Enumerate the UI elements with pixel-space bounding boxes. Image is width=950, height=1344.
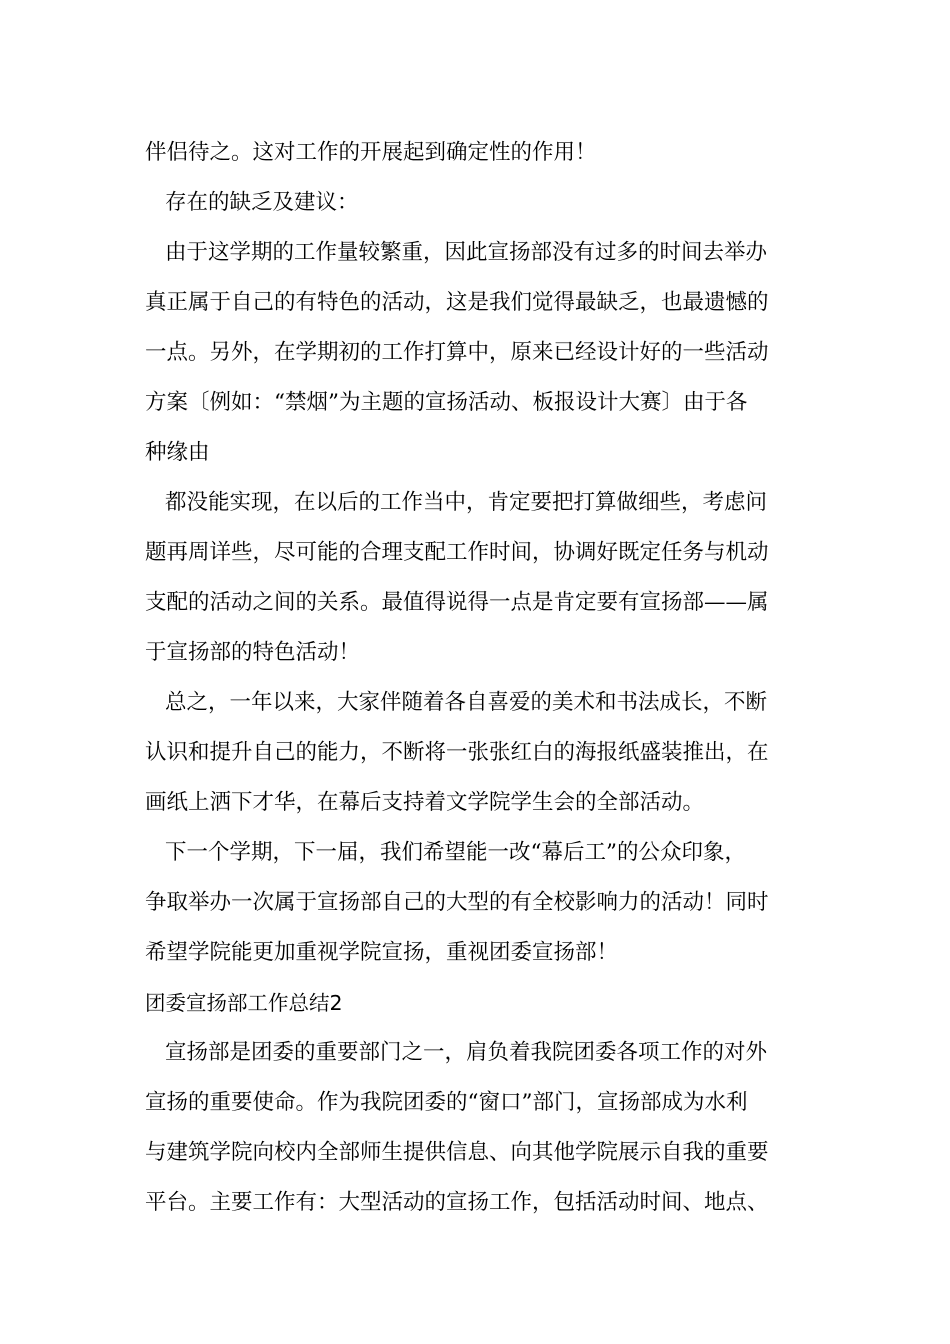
paragraph-line: 宣扬的重要使命。作为我院团委的“窗口”部门，宣扬部成为水利 xyxy=(145,1090,748,1115)
paragraph-line: 伴侣待之。这对工作的开展起到确定性的作用！ xyxy=(145,140,597,165)
paragraph-line: 方案〔例如：“禁烟”为主题的宣扬活动、板报设计大赛〕由于各 xyxy=(145,390,748,415)
paragraph-line: 宣扬部是团委的重要部门之一，肩负着我院团委各项工作的对外 xyxy=(165,1040,768,1065)
paragraph-line: 希望学院能更加重视学院宣扬，重视团委宣扬部！ xyxy=(145,940,619,965)
paragraph-line: 下一个学期，下一届，我们希望能一改“幕后工”的公众印象， xyxy=(165,840,746,865)
paragraph-line: 种缘由 xyxy=(145,440,210,465)
paragraph-line: 总之，一年以来，大家伴随着各自喜爱的美术和书法成长，不断 xyxy=(165,690,768,715)
paragraph-line: 真正属于自己的有特色的活动，这是我们觉得最缺乏，也最遗憾的 xyxy=(145,290,769,315)
paragraph-line: 于宣扬部的特色活动！ xyxy=(145,640,361,665)
paragraph-line: 都没能实现，在以后的工作当中，肯定要把打算做细些，考虑问 xyxy=(165,490,768,515)
paragraph-line: 题再周详些，尽可能的合理支配工作时间，协调好既定任务与机动 xyxy=(145,540,769,565)
paragraph-line: 画纸上洒下才华，在幕后支持着文学院学生会的全部活动。 xyxy=(145,790,705,815)
section-heading: 团委宣扬部工作总结2 xyxy=(145,991,343,1015)
document-body xyxy=(145,128,810,1228)
paragraph-line: 平台。主要工作有：大型活动的宣扬工作，包括活动时间、地点、 xyxy=(145,1190,769,1215)
paragraph-line: 争取举办一次属于宣扬部自己的大型的有全校影响力的活动！同时 xyxy=(145,890,769,915)
paragraph-line: 认识和提升自己的能力，不断将一张张红白的海报纸盛装推出，在 xyxy=(145,740,769,765)
paragraph-line: 与建筑学院向校内全部师生提供信息、向其他学院展示自我的重要 xyxy=(145,1140,769,1165)
paragraph-line: 由于这学期的工作量较繁重，因此宣扬部没有过多的时间去举办 xyxy=(165,240,768,265)
paragraph-line: 支配的活动之间的关系。最值得说得一点是肯定要有宣扬部——属 xyxy=(145,590,769,615)
paragraph-line: 一点。另外，在学期初的工作打算中，原来已经设计好的一些活动 xyxy=(145,340,769,365)
paragraph-line: 存在的缺乏及建议： xyxy=(165,190,359,215)
